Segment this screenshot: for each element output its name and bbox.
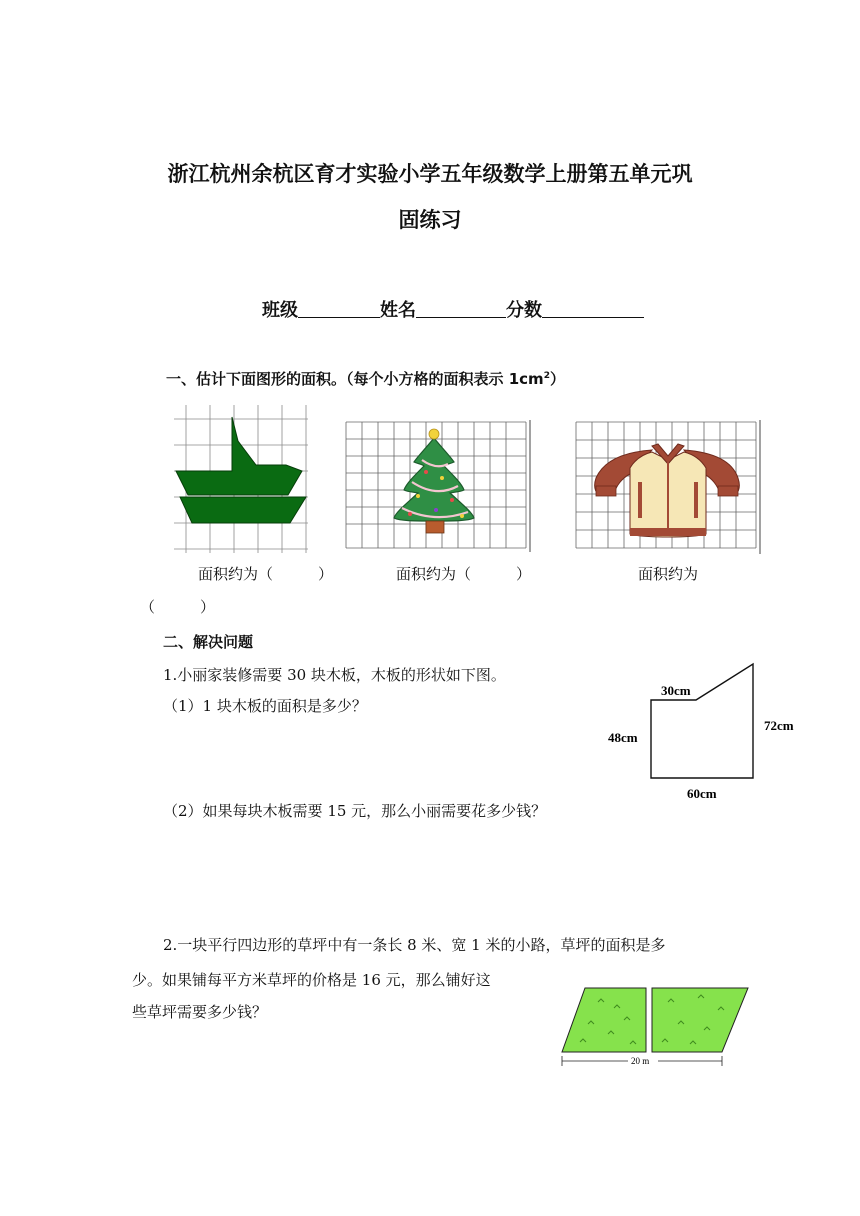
score-label: 分数 [506, 300, 542, 321]
name-label: 姓名 [380, 300, 416, 321]
answer-3-cont: （ ） [140, 598, 216, 616]
board-shape [651, 664, 753, 778]
q1-part2: （2）如果每块木板需要 15 元，那么小丽需要花多少钱？ [163, 802, 547, 820]
class-blank[interactable] [298, 299, 380, 318]
board-diagram [600, 660, 800, 800]
page-title-line2: 固练习 [398, 208, 462, 232]
student-info-row [262, 296, 644, 322]
jacket-figure [574, 420, 764, 554]
q2-line3: 些草坪需要多少钱？ [132, 1003, 268, 1021]
lawn-right-part [652, 988, 748, 1052]
boat-hull [180, 497, 306, 523]
boat-sail [176, 417, 302, 495]
q1-text: 1.小丽家装修需要 30 块木板，木板的形状如下图。 [163, 666, 506, 684]
dim-left: 48cm [608, 730, 638, 745]
q2-line2: 少。如果铺每平方米草坪的价格是 16 元，那么铺好这 [132, 971, 491, 989]
lawn-left-part [562, 988, 646, 1052]
tree-trunk [426, 521, 444, 533]
tree-foliage [394, 438, 474, 521]
q2-line1: 2.一块平行四边形的草坪中有一条长 8 米、宽 1 米的小路，草坪的面积是多 [163, 936, 666, 954]
name-blank[interactable] [416, 299, 506, 318]
tree-star [429, 429, 439, 439]
answer-3: 面积约为 [638, 565, 699, 583]
lawn-diagram [558, 984, 754, 1070]
section1-heading: 一、估计下面图形的面积。（每个小方格的面积表示 $1cm^2$） [166, 370, 565, 388]
page-title-line1: 浙江杭州余杭区育才实验小学五年级数学上册第五单元巩 [167, 162, 693, 186]
score-blank[interactable] [542, 299, 644, 318]
q1-part1: （1）1 块木板的面积是多少？ [163, 697, 367, 715]
answer-1: 面积约为（ ） [198, 565, 334, 583]
answer-2: 面积约为（ ） [396, 565, 532, 583]
dim-right: 72cm [764, 718, 794, 733]
lawn-dimension-label: 20 m [631, 1056, 650, 1066]
jacket-waistband [630, 528, 706, 536]
class-label: 班级 [262, 300, 298, 321]
tree-figure [344, 420, 530, 552]
boat-figure [172, 405, 312, 555]
dim-bottom: 60cm [687, 786, 717, 801]
section2-heading: 二、解决问题 [163, 633, 254, 651]
dim-top: 30cm [661, 683, 691, 698]
